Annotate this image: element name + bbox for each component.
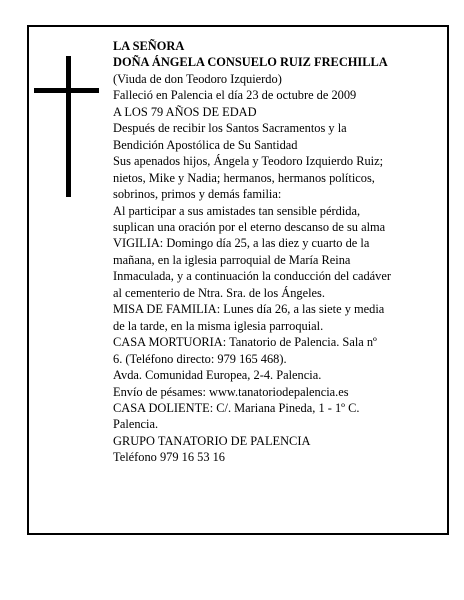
obituary-line: mañana, en la iglesia parroquial de María Reina	[113, 252, 351, 267]
obituary-line: VIGILIA: Domingo día 25, a las diez y cuarto de la	[113, 236, 370, 251]
obituary-line: sobrinos, primos y demás familia:	[113, 187, 282, 202]
obituary-line: GRUPO TANATORIO DE PALENCIA	[113, 433, 311, 448]
obituary-line: Palencia.	[113, 417, 159, 432]
obituary-line: suplican una oración por el eterno descanso de su alma	[113, 219, 386, 234]
obituary-line: de la tarde, en la misma iglesia parroquial.	[113, 318, 324, 333]
cross-horizontal-bar	[34, 88, 99, 93]
obituary-line: Teléfono 979 16 53 16	[113, 450, 226, 465]
obituary-line: A LOS 79 AÑOS DE EDAD	[113, 104, 257, 119]
obituary-line: Al participar a sus amistades tan sensible pérdida,	[113, 203, 361, 218]
obituary-line: DOÑA ÁNGELA CONSUELO RUIZ FRECHILLA	[113, 55, 388, 70]
obituary-line: Sus apenados hijos, Ángela y Teodoro Izquierdo Ruiz;	[113, 154, 384, 169]
obituary-line: CASA DOLIENTE: C/. Mariana Pineda, 1 - 1º C.	[113, 400, 360, 415]
obituary-line: Envío de pésames: www.tanatoriodepalencia.es	[113, 384, 349, 399]
cross-vertical-bar	[66, 56, 71, 197]
obituary-line: Avda. Comunidad Europea, 2-4. Palencia.	[113, 368, 322, 383]
obituary-line: al cementerio de Ntra. Sra. de los Ángeles.	[113, 285, 325, 300]
obituary-line: CASA MORTUORIA: Tanatorio de Palencia. Sala nº	[113, 335, 377, 350]
obituary-line: 6. (Teléfono directo: 979 165 468).	[113, 351, 287, 366]
obituary-line: Inmaculada, y a continuación la conducción del cadáver	[113, 269, 391, 284]
obituary-line: Después de recibir los Santos Sacramentos y la	[113, 121, 347, 136]
obituary-line: Bendición Apostólica de Su Santidad	[113, 137, 298, 152]
obituary-line: Falleció en Palencia el día 23 de octubre de 2009	[113, 88, 357, 103]
obituary-text	[113, 38, 445, 466]
obituary-line: MISA DE FAMILIA: Lunes día 26, a las siete y media	[113, 302, 385, 317]
obituary-line: (Viuda de don Teodoro Izquierdo)	[113, 71, 282, 86]
obituary-line: LA SEÑORA	[113, 39, 185, 53]
obituary-line: nietos, Mike y Nadia; hermanos, hermanos políticos,	[113, 170, 375, 185]
